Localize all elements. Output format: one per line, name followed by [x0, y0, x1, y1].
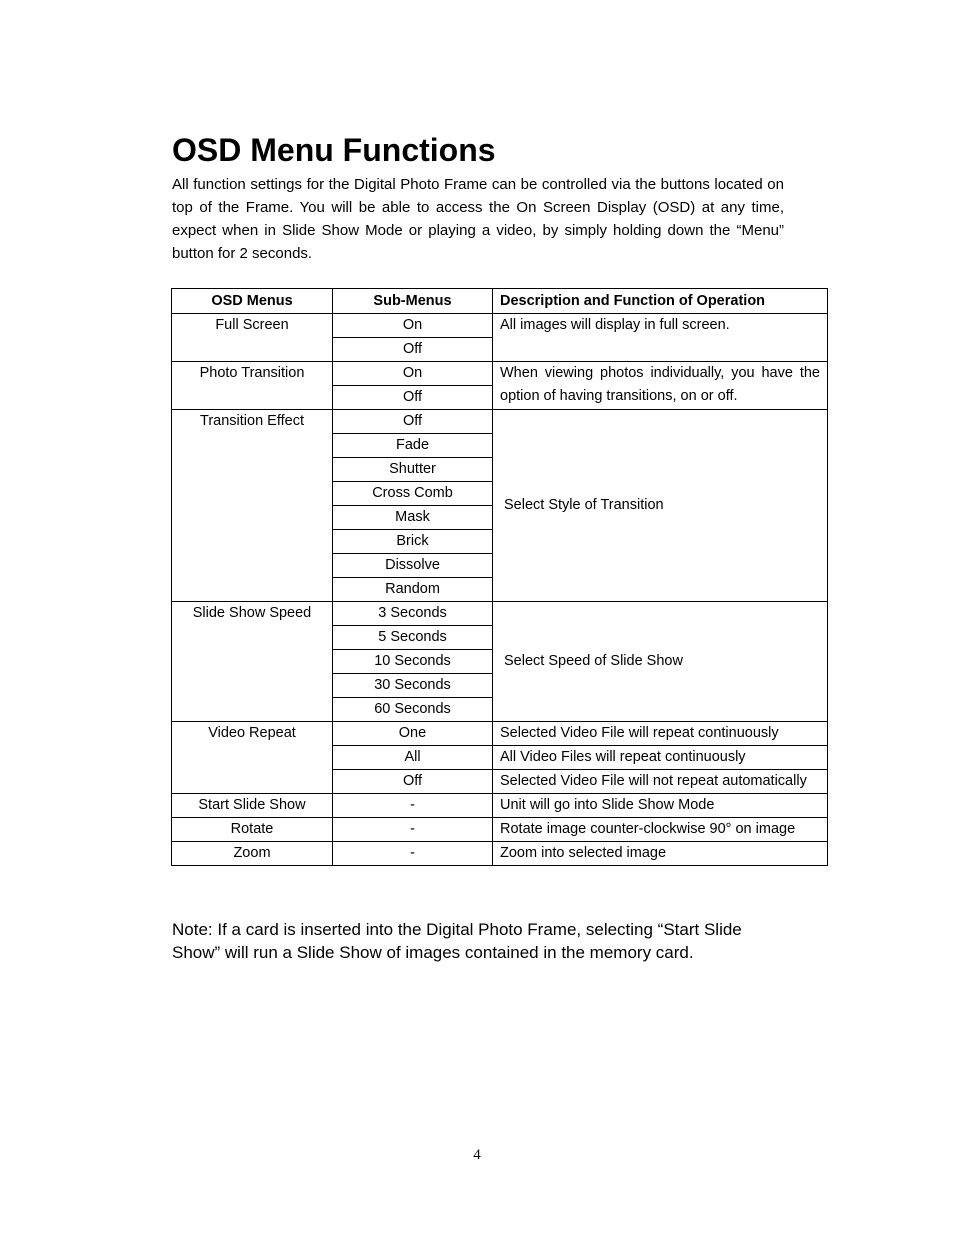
sub-menu-cell: - [333, 794, 493, 818]
osd-menu-cell: Zoom [172, 842, 333, 866]
sub-menu-cell: On [333, 362, 493, 386]
sub-menu-cell: Brick [333, 530, 493, 554]
sub-menu-cell: All [333, 746, 493, 770]
description-cell: All Video Files will repeat continuously [493, 746, 828, 770]
header-sub-menus: Sub-Menus [333, 289, 493, 314]
description-cell: Rotate image counter-clockwise 90° on image [493, 818, 828, 842]
sub-menu-cell: One [333, 722, 493, 746]
sub-menu-cell: 3 Seconds [333, 602, 493, 626]
sub-menu-cell: 60 Seconds [333, 698, 493, 722]
sub-menu-cell: Off [333, 770, 493, 794]
page-title: OSD Menu Functions [172, 132, 496, 168]
sub-menu-cell: Dissolve [333, 554, 493, 578]
sub-menu-cell: Shutter [333, 458, 493, 482]
table-row [172, 794, 828, 818]
description-cell: Selected Video File will repeat continuously [493, 722, 828, 746]
table-row [172, 842, 828, 866]
description-cell: When viewing photos individually, you have the option of having transitions, on or off. [493, 362, 828, 410]
osd-menu-cell: Full Screen [172, 314, 333, 362]
intro-paragraph: All function settings for the Digital Photo Frame can be controlled via the buttons located on top of the Frame. You will be able to access the On Screen Display (OSD) at any time, expect when in Slide Show Mode or playing a video, by simply holding down the “Menu” button for 2 seconds. [172, 176, 784, 262]
sub-menu-cell: On [333, 314, 493, 338]
sub-menu-cell: 30 Seconds [333, 674, 493, 698]
note-paragraph: Note: If a card is inserted into the Digital Photo Frame, selecting “Start Slide Show” will run a Slide Show of images contained in the memory card. [172, 920, 742, 962]
osd-menu-table [171, 288, 828, 866]
sub-menu-cell: Off [333, 386, 493, 410]
sub-menu-cell: - [333, 818, 493, 842]
sub-menu-cell: Mask [333, 506, 493, 530]
osd-menu-cell: Rotate [172, 818, 333, 842]
sub-menu-cell: Random [333, 578, 493, 602]
sub-menu-cell: - [333, 842, 493, 866]
sub-menu-cell: Fade [333, 434, 493, 458]
description-cell: Unit will go into Slide Show Mode [493, 794, 828, 818]
description-cell: Zoom into selected image [493, 842, 828, 866]
osd-menu-cell: Start Slide Show [172, 794, 333, 818]
header-osd-menus: OSD Menus [172, 289, 333, 314]
description-cell: All images will display in full screen. [493, 314, 828, 362]
table-row [172, 602, 828, 626]
header-description: Description and Function of Operation [493, 289, 828, 314]
sub-menu-cell: 5 Seconds [333, 626, 493, 650]
osd-menu-cell: Transition Effect [172, 410, 333, 602]
table-row [172, 818, 828, 842]
sub-menu-cell: Off [333, 338, 493, 362]
description-cell: Select Style of Transition [493, 410, 828, 602]
osd-menu-cell: Slide Show Speed [172, 602, 333, 722]
table-header-row [172, 289, 828, 314]
sub-menu-cell: Cross Comb [333, 482, 493, 506]
table-row [172, 410, 828, 434]
page-number: 4 [473, 1147, 481, 1163]
description-cell: Selected Video File will not repeat automatically [493, 770, 828, 794]
osd-menu-cell: Video Repeat [172, 722, 333, 794]
table-row [172, 362, 828, 386]
table-row [172, 314, 828, 338]
table-row [172, 722, 828, 746]
sub-menu-cell: 10 Seconds [333, 650, 493, 674]
table-body [172, 314, 828, 866]
description-cell: Select Speed of Slide Show [493, 602, 828, 722]
osd-menu-cell: Photo Transition [172, 362, 333, 410]
sub-menu-cell: Off [333, 410, 493, 434]
